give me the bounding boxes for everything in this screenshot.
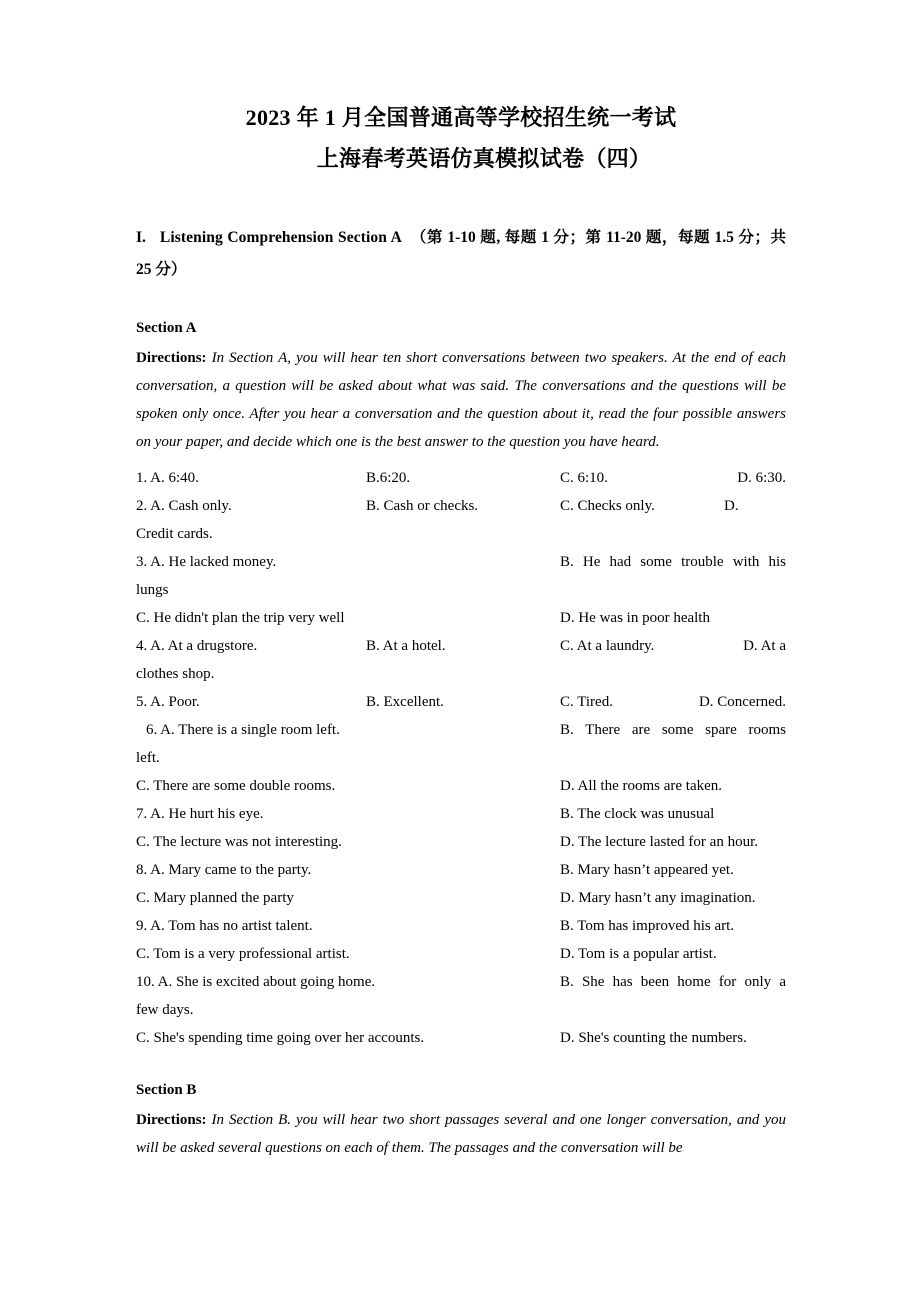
directions-text: In Section A, you will hear ten short conversations between two speakers. At the end of each conversation, a question will be asked about what was said. The conversations and the questions will be spoken only once. After you hear a conversation and the question about it, read the four possible answers on your paper, and decide which one is the best answer to the question you have heard. <box>136 350 787 450</box>
option-a[interactable]: 10. A. She is excited about going home. <box>136 974 376 990</box>
option-c[interactable]: C. There are some double rooms. <box>136 778 336 794</box>
part-heading <box>136 222 786 286</box>
option-b[interactable]: B. He had some trouble with his <box>560 554 786 570</box>
page-title <box>136 97 786 179</box>
option-b[interactable]: B. Cash or checks. <box>366 498 479 514</box>
option-b[interactable]: B.6:20. <box>366 470 411 486</box>
option-c[interactable]: C. He didn't plan the trip very well <box>136 610 345 626</box>
option-a[interactable]: 8. A. Mary came to the party. <box>136 862 312 878</box>
option-a[interactable]: 6. A. There is a single room left. <box>146 722 340 738</box>
option-a[interactable]: 9. A. Tom has no artist talent. <box>136 918 313 934</box>
directions-label: Directions: <box>136 350 207 366</box>
question-row <box>136 772 786 800</box>
option-d[interactable]: D. Tom is a popular artist. <box>560 946 717 962</box>
option-a[interactable]: 2. A. Cash only. <box>136 498 232 514</box>
option-d[interactable]: D. At a <box>743 638 786 654</box>
option-a[interactable]: 7. A. He hurt his eye. <box>136 806 264 822</box>
option-d-continuation[interactable]: clothes shop. <box>136 666 215 682</box>
option-b[interactable]: B. Excellent. <box>366 694 444 710</box>
option-b[interactable]: B. At a hotel. <box>366 638 446 654</box>
option-b[interactable]: B. Mary hasn’t appeared yet. <box>560 862 734 878</box>
question-row <box>136 492 786 520</box>
question-row <box>136 688 786 716</box>
option-c[interactable]: C. Checks only. <box>560 498 655 514</box>
option-a[interactable]: 5. A. Poor. <box>136 694 200 710</box>
question-row <box>136 912 786 940</box>
section-b-directions <box>136 1106 786 1162</box>
option-d[interactable]: D. All the rooms are taken. <box>560 778 723 794</box>
option-d-continuation[interactable]: Credit cards. <box>136 526 213 542</box>
question-row <box>136 716 786 744</box>
question-row <box>136 856 786 884</box>
question-row <box>136 884 786 912</box>
part-heading-chinese: （第 1-10 题, 每题 1 分；第 11-20 题，每题 1.5 分；共 25 分） <box>136 229 786 278</box>
question-row <box>136 800 786 828</box>
option-a[interactable]: 3. A. He lacked money. <box>136 554 277 570</box>
page-content <box>136 0 786 1162</box>
question-row <box>136 1024 786 1052</box>
option-c[interactable]: C. Tired. <box>560 694 613 710</box>
question-list <box>136 464 786 1052</box>
option-b[interactable]: B. Tom has improved his art. <box>560 918 735 934</box>
option-c[interactable]: C. 6:10. <box>560 470 608 486</box>
section-a-directions <box>136 344 786 456</box>
question-row <box>136 940 786 968</box>
option-b-continuation[interactable]: lungs <box>136 582 169 598</box>
question-row <box>136 828 786 856</box>
option-c[interactable]: C. She's spending time going over her accounts. <box>136 1030 425 1046</box>
question-row <box>136 968 786 996</box>
option-a[interactable]: 4. A. At a drugstore. <box>136 638 258 654</box>
option-b-continuation[interactable]: few days. <box>136 1002 194 1018</box>
question-row-continuation <box>136 744 786 772</box>
option-b-continuation[interactable]: left. <box>136 750 160 766</box>
option-a[interactable]: 1. A. 6:40. <box>136 470 199 486</box>
question-row <box>136 604 786 632</box>
question-row-continuation <box>136 520 786 548</box>
part-heading-english: Listening Comprehension Section A <box>159 229 402 246</box>
directions-label: Directions: <box>136 1112 207 1128</box>
question-row-continuation <box>136 996 786 1024</box>
question-row-continuation <box>136 660 786 688</box>
option-d[interactable]: D. He was in poor health <box>560 610 710 626</box>
section-b-label: Section B <box>136 1082 197 1098</box>
option-c[interactable]: C. At a laundry. <box>560 638 655 654</box>
option-d[interactable]: D. Concerned. <box>698 694 786 710</box>
option-d[interactable]: D. 6:30. <box>737 470 786 486</box>
option-d[interactable]: D. She's counting the numbers. <box>560 1030 747 1046</box>
option-c[interactable]: C. Mary planned the party <box>136 890 294 906</box>
option-c[interactable]: C. Tom is a very professional artist. <box>136 946 350 962</box>
part-numeral: I. <box>136 229 146 246</box>
option-d[interactable]: D. <box>724 498 739 514</box>
directions-text: In Section B. you will hear two short passages several and one longer conversation, and you will be asked several questions on each of them. The passages and the conversation will be <box>136 1112 787 1156</box>
question-row <box>136 548 786 576</box>
option-b[interactable]: B. There are some spare rooms <box>560 722 786 738</box>
title-line-1: 2023 年 1 月全国普通高等学校招生统一考试 <box>245 105 677 130</box>
title-line-2: 上海春考英语仿真模拟试卷（四） <box>316 146 652 171</box>
option-d[interactable]: D. The lecture lasted for an hour. <box>560 834 758 850</box>
option-b[interactable]: B. She has been home for only a <box>560 974 786 990</box>
section-a-label: Section A <box>136 320 197 336</box>
question-row-continuation <box>136 576 786 604</box>
option-d[interactable]: D. Mary hasn’t any imagination. <box>560 890 756 906</box>
option-c[interactable]: C. The lecture was not interesting. <box>136 834 342 850</box>
question-row <box>136 464 786 492</box>
question-row <box>136 632 786 660</box>
option-b[interactable]: B. The clock was unusual <box>560 806 715 822</box>
